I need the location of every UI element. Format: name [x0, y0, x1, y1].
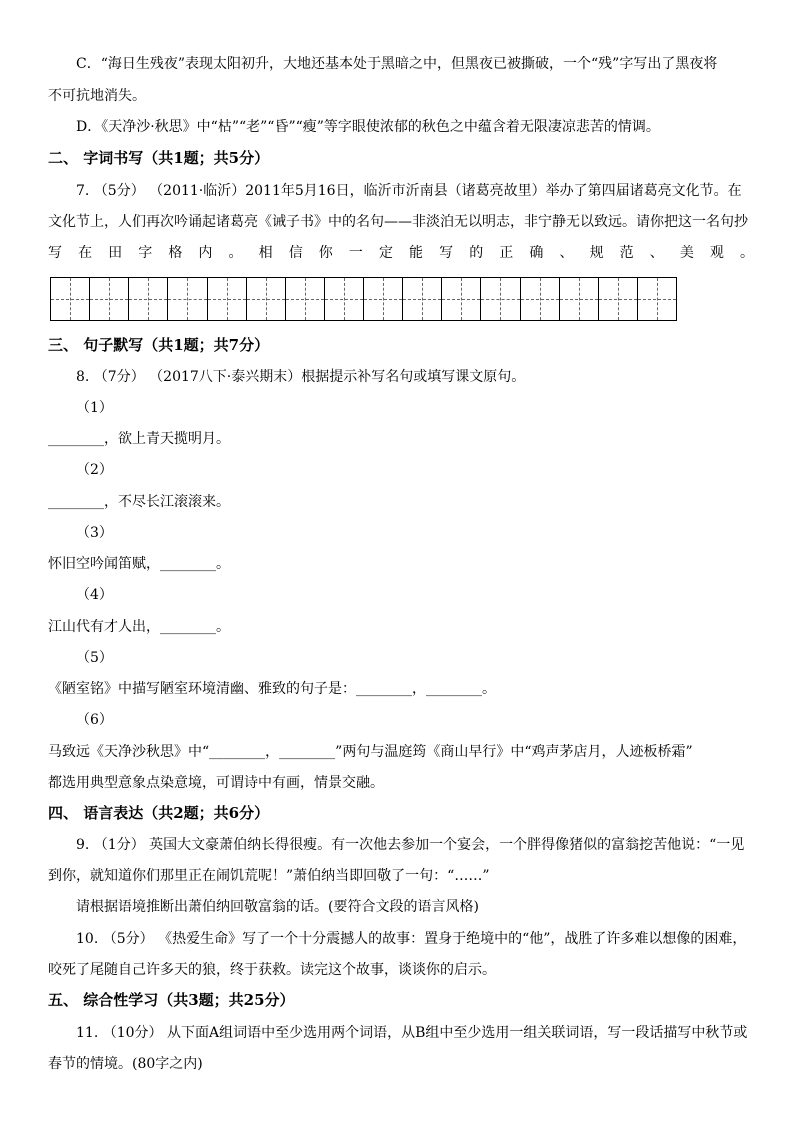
- grid-cell[interactable]: [286, 278, 325, 320]
- grid-cell[interactable]: [403, 278, 442, 320]
- grid-cell[interactable]: [247, 278, 286, 320]
- section-4-heading: 四、 语言表达（共2题；共6分）: [48, 804, 270, 822]
- grid-cell[interactable]: [442, 278, 481, 320]
- section-2-heading: 二、 字词书写（共1题；共5分）: [48, 149, 270, 167]
- q8-sub6-line1: 马致远《天净沙秋思》中“________，________”两句与温庭筠《商山早行》中“鸡声茅店月，人迹板桥霜”: [48, 744, 693, 760]
- q7-line2: 文化节上，人们再次吟诵起诸葛亮《诫子书》中的名句——非淡泊无以明志，非宁静无以致远。请你把这一名句抄: [48, 214, 748, 230]
- q8-sub5: （5）: [76, 650, 113, 666]
- q8-sub6-line2: 都选用典型意象点染意境，可谓诗中有画，情景交融。: [48, 775, 384, 791]
- section-5-heading: 五、 综合性学习（共3题；共25分）: [48, 991, 295, 1009]
- section-3-heading: 三、 句子默写（共1题；共7分）: [48, 336, 270, 354]
- grid-cell[interactable]: [51, 278, 90, 320]
- grid-cell[interactable]: [521, 278, 560, 320]
- q8-sub3-blank: 怀旧空吟闻笛赋，________。: [48, 556, 230, 572]
- q8-sub1: （1）: [76, 400, 113, 416]
- q8-sub2: （2）: [76, 462, 113, 478]
- q8-sub5-blank: 《陋室铭》中描写陋室环境清幽、雅致的句子是：________，________。: [48, 681, 496, 697]
- grid-cell[interactable]: [638, 278, 676, 320]
- grid-cell[interactable]: [168, 278, 207, 320]
- grid-cell[interactable]: [560, 278, 599, 320]
- q8-stem: 8. （7分） （2017八下·泰兴期末）根据提示补写名句或填写课文原句。: [76, 369, 526, 385]
- q7-line3: 写在田字格内。相信你一定能写的正确、规范、美观。: [48, 245, 754, 261]
- q8-sub2-blank: ________，不尽长江滚滚来。: [48, 494, 230, 510]
- tianzige-grid[interactable]: [50, 277, 677, 321]
- q8-sub1-blank: ________，欲上青天揽明月。: [48, 431, 230, 447]
- q8-sub4-blank: 江山代有才人出，________。: [48, 619, 230, 635]
- q8-sub3: （3）: [76, 525, 113, 541]
- q8-sub4: （4）: [76, 587, 113, 603]
- grid-cell[interactable]: [599, 278, 638, 320]
- grid-cell[interactable]: [364, 278, 403, 320]
- grid-cell[interactable]: [90, 278, 129, 320]
- q11-line2: 春节的情境。(80字之内): [48, 1056, 203, 1072]
- q10-line1: 10. （5分） 《热爱生命》写了一个十分震撼人的故事：置身于绝境中的“他”，战胜了许多难以想像的困难，: [76, 931, 747, 947]
- q10-line2: 咬死了尾随自己许多天的狼，终于获救。读完这个故事，谈谈你的启示。: [48, 962, 496, 978]
- q11-line1: 11. （10分） 从下面A组词语中至少选用两个词语，从B组中至少选用一组关联词语，写一段话描写中秋节或: [76, 1025, 748, 1041]
- option-c-line1: C．“海日生残夜”表现太阳初升，大地还基本处于黑暗之中，但黑夜已被撕破，一个“残”字写出了黑夜将: [76, 56, 718, 72]
- option-d: D．《天净沙·秋思》中“枯”“老”“昏”“瘦”等字眼使浓郁的秋色之中蕴含着无限凄凉悲苦的情调。: [76, 119, 660, 135]
- q7-line1: 7. （5分） （2011·临沂）2011年5月16日，临沂市沂南县（诸葛亮故里）举办了第四届诸葛亮文化节。在: [76, 183, 742, 199]
- q9-line1: 9. （1分） 英国大文豪萧伯纳长得很瘦。有一次他去参加一个宴会，一个胖得像猪似的富翁挖苦他说：“一见: [76, 837, 745, 853]
- grid-cell[interactable]: [325, 278, 364, 320]
- q8-sub6: （6）: [76, 712, 113, 728]
- option-c-line2: 不可抗地消失。: [48, 88, 146, 104]
- q9-line2: 到你，就知道你们那里正在闹饥荒呢！”萧伯纳当即回敬了一句：“……”: [48, 868, 490, 884]
- q9-line3: 请根据语境推断出萧伯纳回敬富翁的话。(要符合文段的语言风格): [76, 899, 479, 915]
- grid-cell[interactable]: [129, 278, 168, 320]
- grid-cell[interactable]: [481, 278, 520, 320]
- grid-cell[interactable]: [208, 278, 247, 320]
